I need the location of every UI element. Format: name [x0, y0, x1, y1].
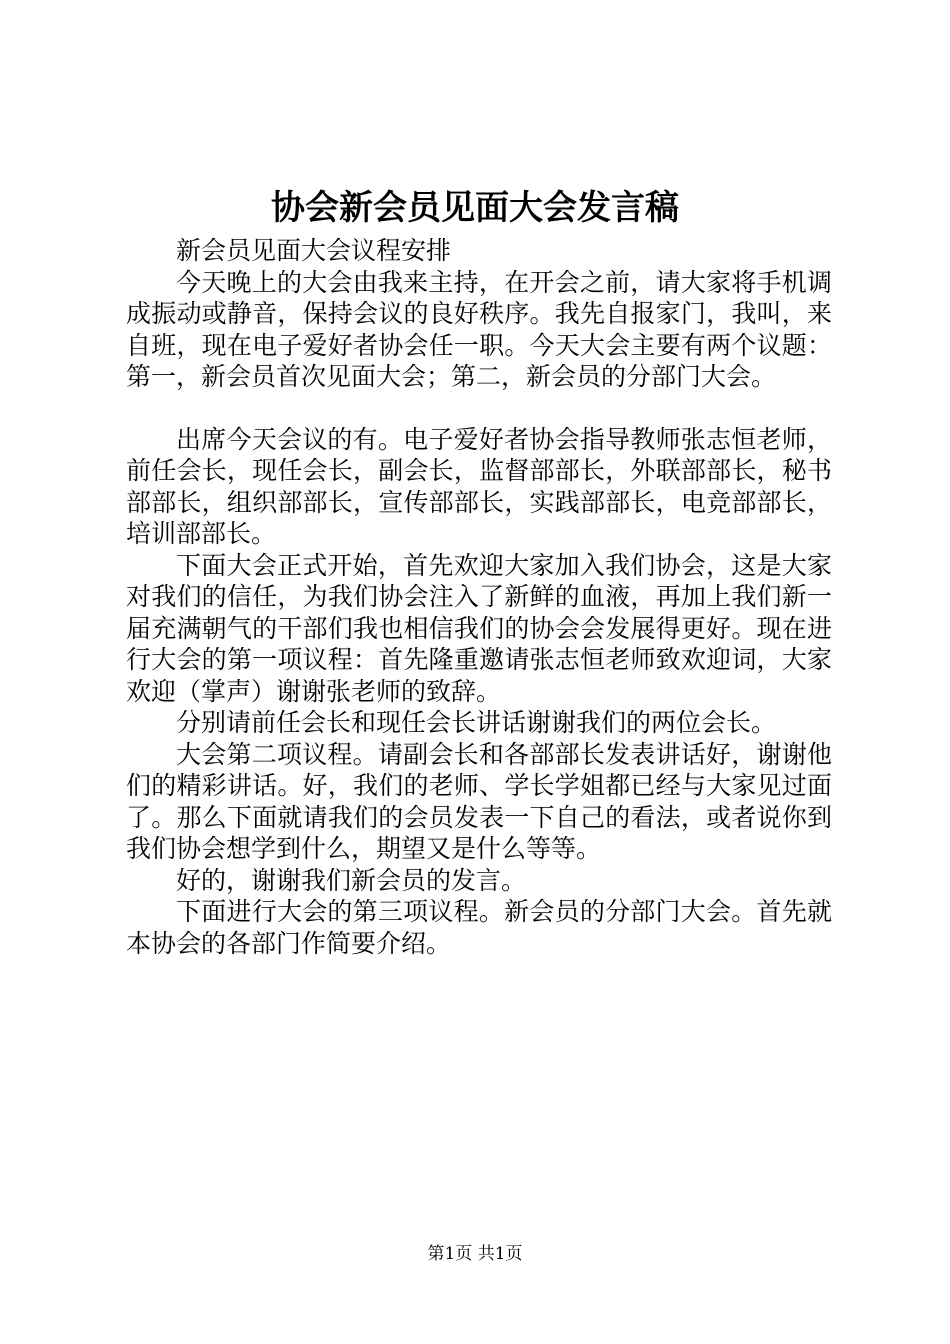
- paragraph-thanks: 好的，谢谢我们新会员的发言。: [176, 865, 527, 895]
- document-title: 协会新会员见面大会发言稿: [271, 188, 679, 228]
- paragraph-president-speech: 分别请前任会长和现任会长讲话谢谢我们的两位会长。: [176, 708, 777, 737]
- paragraph-third-agenda: 下面进行大会的第三项议程。新会员的分部门大会。首先就本协会的各部门作简要介绍。: [126, 897, 832, 958]
- paragraph-first-agenda: 下面大会正式开始，首先欢迎大家加入我们协会，这是大家对我们的信任，为我们协会注入了新鲜的血液，再加上我们新一届充满朝气的干部们我也相信我们的协会会发展得更好。现在进行大会的第一项议程：首先隆重邀请张志恒老师致欢迎词，大家欢迎（掌声）谢谢张老师的致辞。: [126, 550, 832, 706]
- paragraph-attendees: 出席今天会议的有。电子爱好者协会指导教师张志恒老师，前任会长，现任会长，副会长，监督部部长，外联部部长，秘书部部长，组织部部长，宣传部部长，实践部部长，电竞部部长，培训部部长。: [126, 424, 832, 548]
- document-body: [126, 235, 832, 959]
- page-footer: 第1页 共1页: [427, 1244, 523, 1264]
- paragraph-agenda-heading: 新会员见面大会议程安排: [176, 236, 452, 265]
- paragraph-second-agenda: 大会第二项议程。请副会长和各部部长发表讲话好，谢谢他们的精彩讲话。好，我们的老师、学长学姐都已经与大家见过面了。那么下面就请我们的会员发表一下自己的看法，或者说你到我们协会想学到什么，期望又是什么等等。: [126, 739, 832, 863]
- paragraph-opening: 今天晚上的大会由我来主持，在开会之前，请大家将手机调成振动或静音，保持会议的良好秩序。我先自报家门，我叫，来自班，现在电子爱好者协会任一职。今天大会主要有两个议题：第一，新会员首次见面大会；第二，新会员的分部门大会。: [126, 267, 832, 391]
